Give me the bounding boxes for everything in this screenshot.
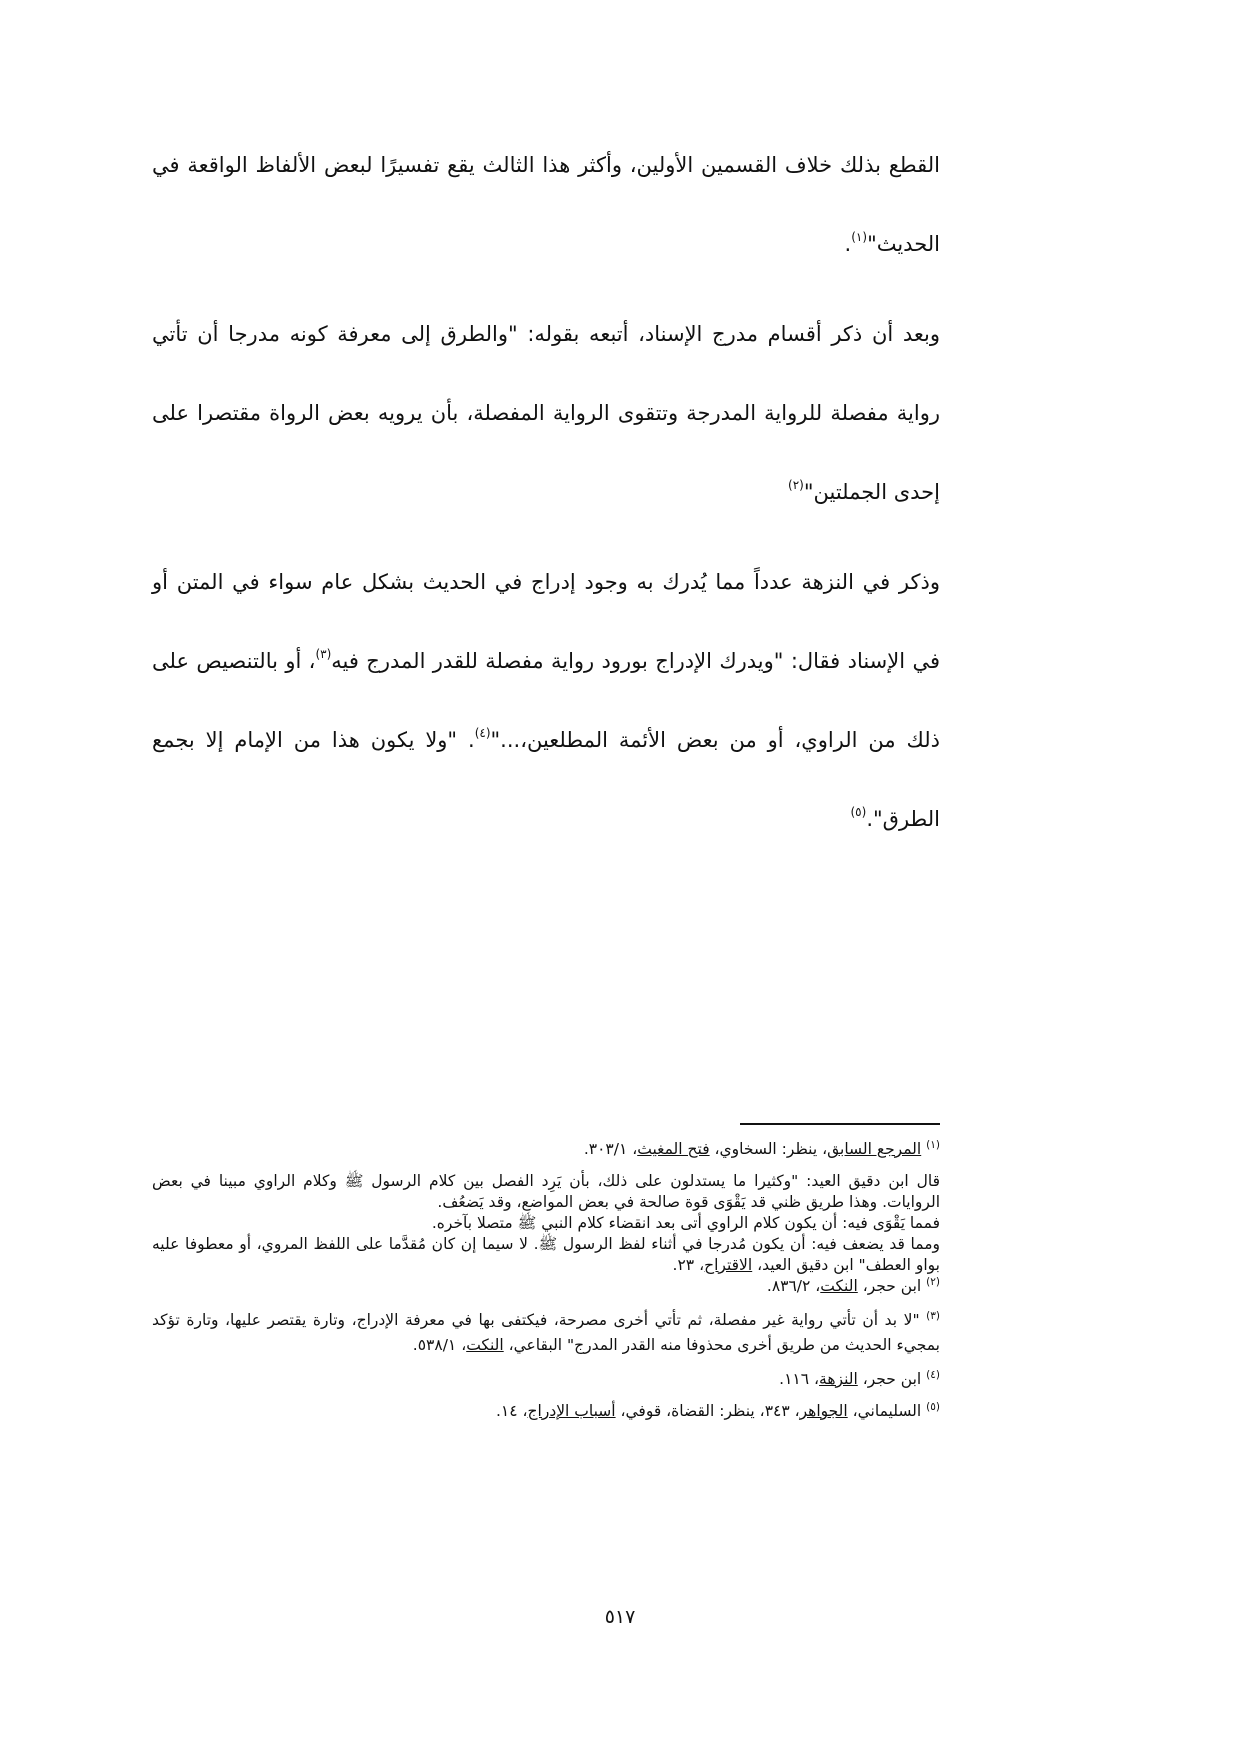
paragraph-3-text-b: ، أو بالتنصيص على ذلك من الراوي، أو من بعض الأئمة المطلعين،..."	[152, 649, 941, 752]
footnote-4-book-link[interactable]: النزهة	[819, 1370, 858, 1388]
paragraph-1-tail: .	[844, 232, 852, 256]
footnote-ref-5[interactable]: (٥)	[850, 805, 867, 819]
paragraph-3	[152, 543, 940, 859]
footnote-4-mark: (٤)	[926, 1369, 940, 1381]
commentary-line-3-text: ومما قد يضعف فيه: أن يكون مُدرجا في أثناء لفظ الرسول ﷺ. لا سيما إن كان مُقدَّما على اللفظ المروي، أو معطوفا عليه بواو العطف" ابن دقيق العيد،	[152, 1235, 940, 1274]
paragraph-3-text-a: وذكر في النزهة عدداً مما يُدرك به وجود إدراج في الحديث بشكل عام سواء في المتن أو في الإسناد فقال: "ويدرك الإدراج بورود رواية مفصلة للقدر المدرج فيه	[152, 570, 941, 673]
footnotes	[152, 1139, 940, 1433]
footnote-5-book-link-1[interactable]: الجواهر	[799, 1402, 848, 1420]
footnote-5-tail: ، ١٤.	[495, 1402, 528, 1420]
footnote-5-pre: السليماني،	[847, 1402, 922, 1420]
footnote-5-mid: ، ٣٤٣، ينظر: القضاة، قوفي،	[615, 1402, 800, 1420]
commentary-line-2: فمما يَقْوَى فيه: أن يكون كلام الراوي أتى بعد انقضاء كلام النبي ﷺ متصلا بآخره.	[431, 1214, 940, 1232]
page-number: ٥١٧	[604, 1606, 636, 1628]
footnote-1-mid: ، ينظر: السخاوي،	[709, 1140, 828, 1158]
footnote-3-tail: ، ٥٣٨/١.	[412, 1336, 467, 1354]
paragraph-2	[152, 295, 940, 532]
footnote-4-tail: ، ١١٦.	[779, 1370, 820, 1388]
paragraph-1-text: القطع بذلك خلاف القسمين الأولين، وأكثر هذا الثالث يقع تفسيرًا لبعض الألفاظ الواقعة في الحديث"	[152, 153, 940, 256]
commentary-line-1: قال ابن دقيق العيد: "وكثيرا ما يستدلون على ذلك، بأن يَرِد الفصل بين كلام الرسول ﷺ وكلام الراوي مبينا في بعض الروايات. وهذا طريق ظني قد يَقْوَى قوة صالحة في بعض المواضع، وقد يَضعُف.	[152, 1172, 940, 1211]
footnote-3-pre: "لا بد أن تأتي رواية غير مفصلة، ثم تأتي أخرى مصرحة، فيكتفى بها في معرفة الإدراج، وتارة يقتصر عليها، وتارة تؤكد بمجيء الحديث من طريق أخرى محذوفا منه القدر المدرج" البقاعي،	[152, 1311, 940, 1354]
footnote-5	[152, 1401, 940, 1422]
footnote-1-book-link[interactable]: فتح المغيث	[637, 1140, 710, 1158]
commentary-line-3	[152, 1234, 940, 1276]
footnote-1	[152, 1139, 940, 1160]
footnote-3-mark: (٣)	[926, 1310, 940, 1322]
paragraph-1	[152, 126, 940, 284]
footnote-separator	[740, 1123, 940, 1125]
paragraph-3-text-c: . "ولا يكون هذا من الإمام إلا بجمع الطرق".	[152, 728, 940, 831]
footnote-5-book-link-2[interactable]: أسباب الإدراج	[527, 1402, 616, 1420]
footnote-2-tail: ، ٨٣٦/٢.	[766, 1277, 821, 1295]
main-text	[152, 126, 940, 859]
footnote-5-mark: (٥)	[926, 1401, 940, 1413]
footnote-1-source-link[interactable]: المرجع السابق	[827, 1140, 922, 1158]
footnote-ref-2[interactable]: (٢)	[788, 478, 804, 492]
footnote-1-mark: (١)	[926, 1139, 940, 1151]
commentary-line-3-tail: ، ٢٣.	[672, 1256, 705, 1274]
footnote-4-pre: ابن حجر،	[857, 1370, 922, 1388]
footnote-2-mark: (٢)	[926, 1276, 940, 1288]
footnote-2-pre: ابن حجر،	[857, 1277, 922, 1295]
footnote-ref-1[interactable]: (١)	[851, 230, 868, 244]
footnote-ref-3[interactable]: (٣)	[315, 647, 332, 661]
commentary-book-link[interactable]: الاقتراح	[704, 1256, 753, 1274]
footnote-commentary	[152, 1171, 940, 1276]
footnote-ref-4[interactable]: (٤)	[474, 726, 491, 740]
footnote-1-tail: ، ٣٠٣/١.	[583, 1140, 638, 1158]
paragraph-2-text: وبعد أن ذكر أقسام مدرج الإسناد، أتبعه بقوله: "والطرق إلى معرفة كونه مدرجا أن تأتي رواية مفصلة للرواية المدرجة وتتقوى الرواية المفصلة، بأن يرويه بعض الرواة مقتصرا على إحدى الجملتين"	[152, 322, 940, 504]
footnote-4	[152, 1369, 940, 1390]
footnote-2	[152, 1276, 940, 1297]
footnote-2-book-link[interactable]: النكت	[820, 1277, 858, 1295]
footnote-3	[152, 1308, 940, 1358]
footnote-3-book-link[interactable]: النكت	[466, 1336, 504, 1354]
